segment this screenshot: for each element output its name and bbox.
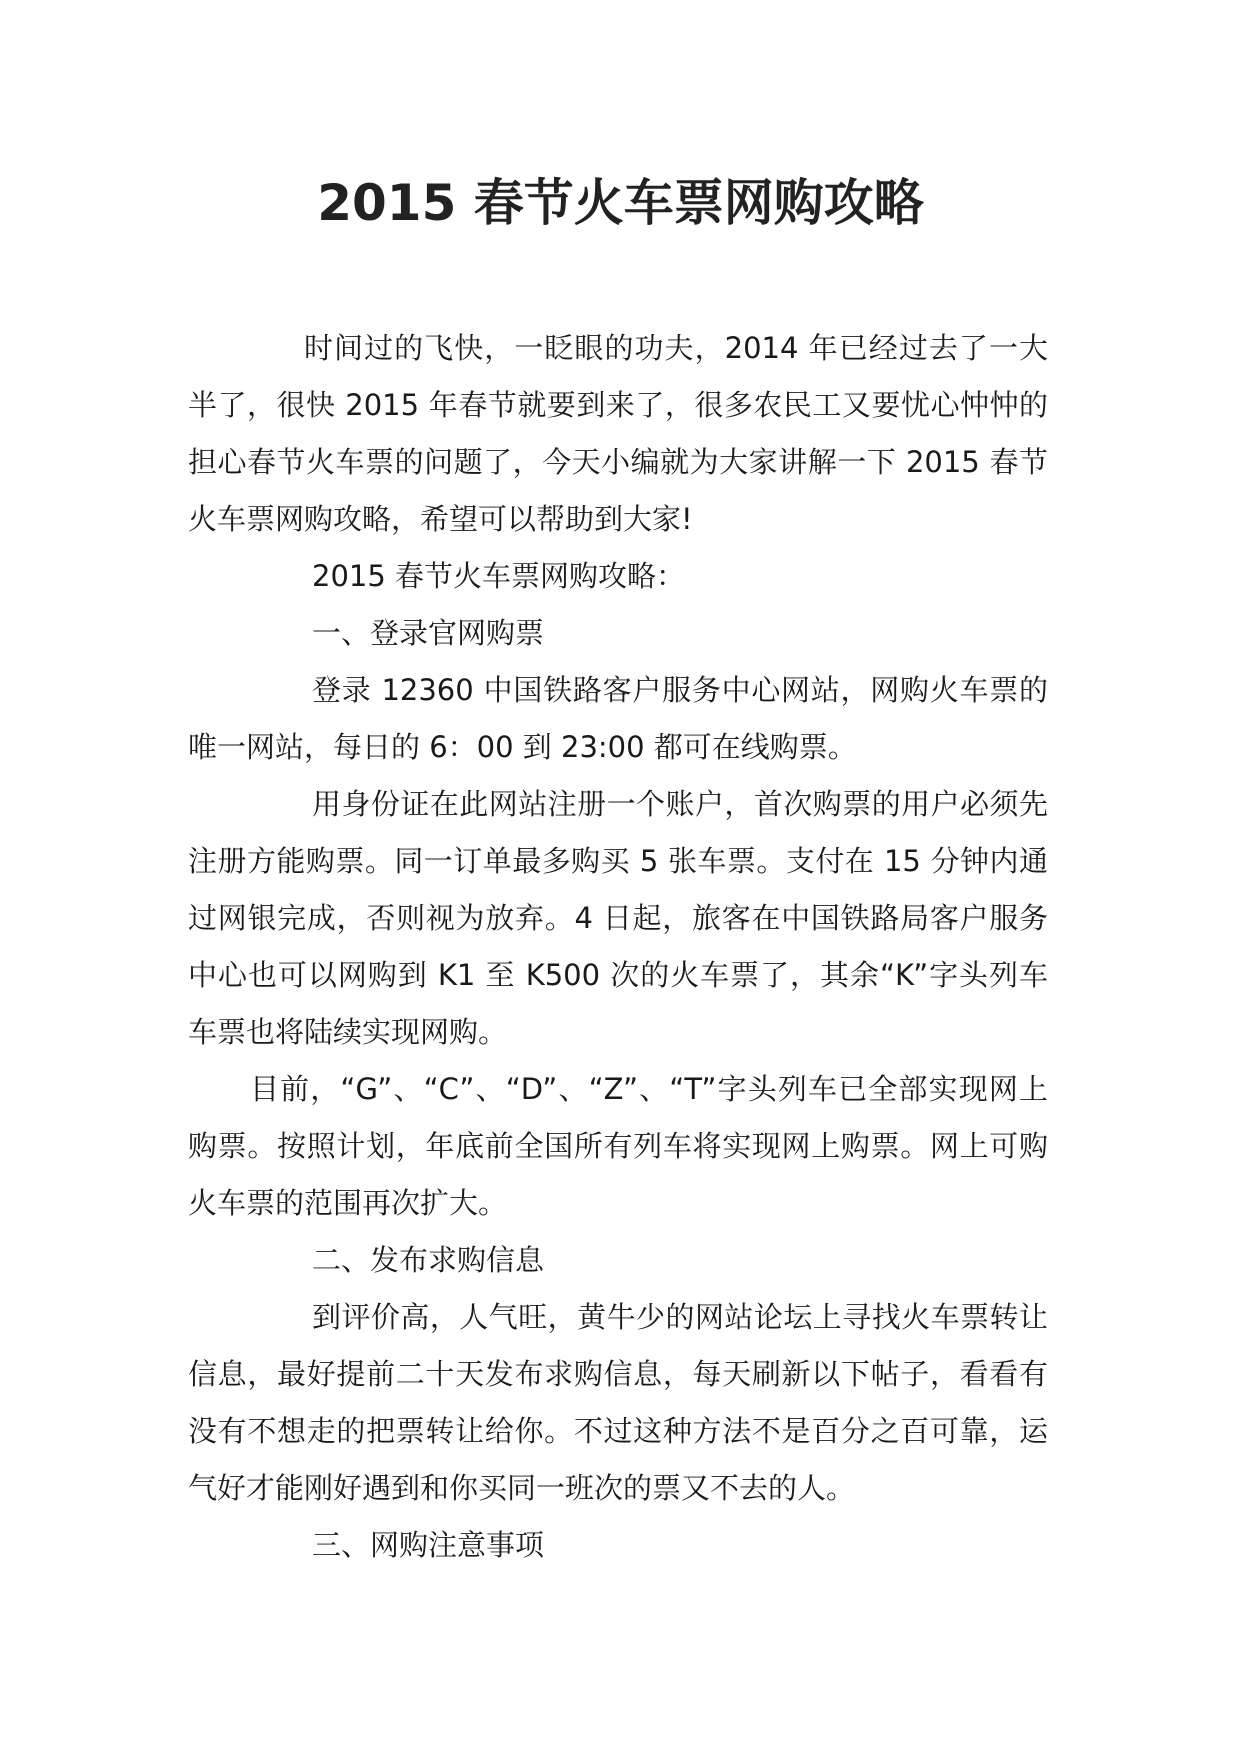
section-2-heading: 二、发布求购信息 [312,1243,545,1277]
section-intro-heading: 2015 春节火车票网购攻略： [312,559,686,593]
document-body [188,320,1048,1574]
section-1-heading: 一、登录官网购票 [312,616,545,650]
section-1-paragraph-1: 登录 12360 中国铁路客户服务中心网站，网购火车票的唯一网站，每日的 6：00 到 23:00 都可在线购票。 [188,673,1048,764]
intro-paragraph: 时间过的飞快，一眨眼的功夫，2014 年已经过去了一大半了，很快 2015 年春节就要到来了，很多农民工又要忧心忡忡的担心春节火车票的问题了，今天小编就为大家讲解一下 2015 春节火车票网购攻略，希望可以帮助到大家! [188,331,1048,536]
section-3-heading: 三、网购注意事项 [312,1528,545,1562]
section-1-paragraph-2: 用身份证在此网站注册一个账户，首次购票的用户必须先注册方能购票。同一订单最多购买 5 张车票。支付在 15 分钟内通过网银完成，否则视为放弃。4 日起，旅客在中国铁路局客户服务中心也可以网购到 K1 至 K500 次的火车票了，其余“K”字头列车车票也将陆续实现网购。 [188,787,1048,1049]
section-1-paragraph-3: 目前，“G”、“C”、“D”、“Z”、“T”字头列车已全部实现网上购票。按照计划，年底前全国所有列车将实现网上购票。网上可购火车票的范围再次扩大。 [188,1072,1048,1220]
section-2-paragraph-1: 到评价高，人气旺，黄牛少的网站论坛上寻找火车票转让信息，最好提前二十天发布求购信息，每天刷新以下帖子，看看有没有不想走的把票转让给你。不过这种方法不是百分之百可靠，运气好才能刚好遇到和你买同一班次的票又不去的人。 [188,1300,1048,1505]
document-title: 2015 春节火车票网购攻略 [317,174,924,232]
